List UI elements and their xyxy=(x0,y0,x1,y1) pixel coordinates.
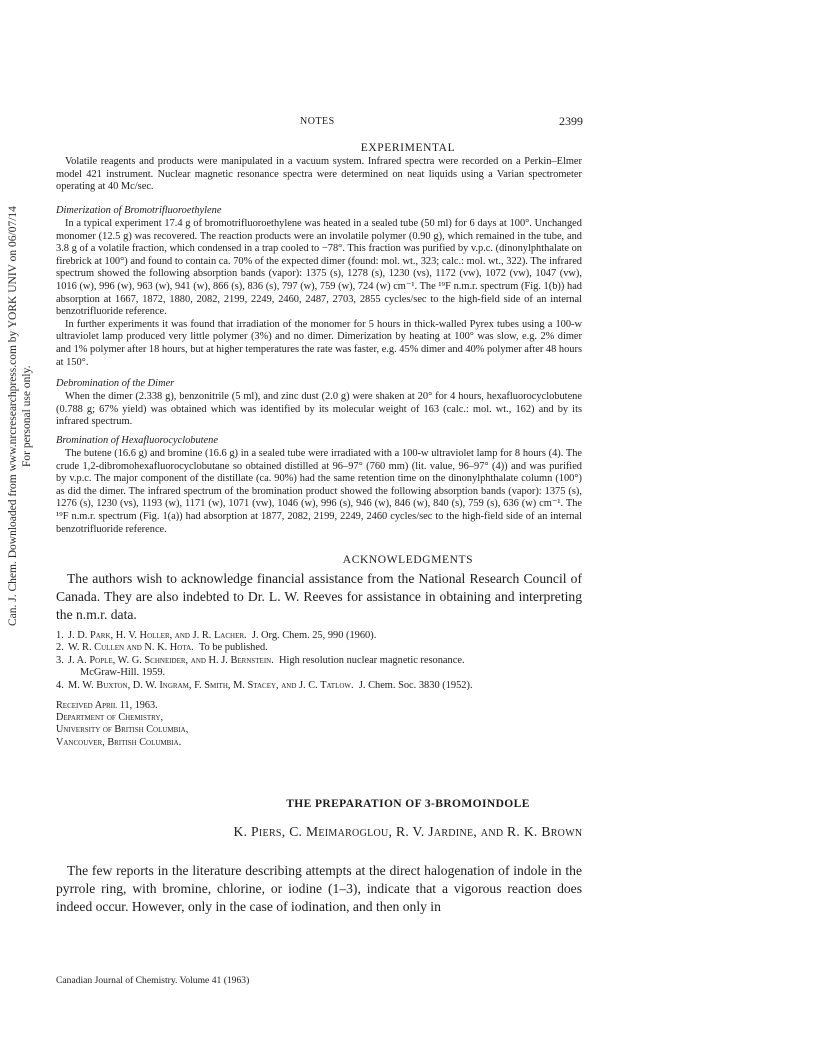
journal-footer: Canadian Journal of Chemistry. Volume 41 (1963) xyxy=(56,975,250,986)
reference-item: 4. M. W. Buxton, D. W. Ingram, F. Smith, M. Stacey, and J. C. Tatlow. J. Chem. Soc. 3830 (1952). xyxy=(56,679,473,691)
reference-source: To be published. xyxy=(198,642,268,654)
dimerization-paragraph-2: In further experiments it was found that irradiation of the monomer for 5 hours in thick-walled Pyrex tubes using a 100-w ultraviolet lamp produced very little polymer (3%) and no dimer. Dimerization by heating at 100° was slow, e.g. 2% dimer and 1% polymer after 18 hours, but at higher temperatures the rate was faster, e.g. 45% dimer and 40% polymer after 48 hours at 150°. xyxy=(56,318,582,368)
experimental-heading: EXPERIMENTAL xyxy=(360,142,456,154)
reference-authors: J. A. Pople, W. G. Schneider, and H. J. Bernstein. xyxy=(68,654,274,666)
experimental-intro xyxy=(56,156,582,194)
dimerization-section xyxy=(56,218,582,369)
dimerization-paragraph-1: In a typical experiment 17.4 g of bromotrifluoroethylene was heated in a sealed tube (50 ml) for 6 days at 100°. Unchanged monomer (12.5 g) was recovered. The reaction products were an involatile polymer (0.90 g), which remained in the tube, and 3.8 g of a volatile fraction, which condensed in a trap cooled to −78°. This fraction was purified by v.p.c. (dinonylphthalate on firebrick at 100°) and found to contain ca. 70% of the expected dimer (found: mol. wt., 323; calc.: mol. wt., 322). The infrared spectrum showed the following absorption bands (vapor): 1375 (s), 1278 (s), 1230 (vs), 1172 (vw), 1072 (vw), 1047 (vw), 1016 (w), 996 (w), 963 (w), 941 (w), 866 (s), 836 (s), 797 (w), 759 (w), 724 (w) cm⁻¹. The ¹⁹F n.m.r. spectrum (Fig. 1(b)) had absorption at 1667, 1872, 1880, 2082, 2199, 2249, 2460, 2487, 2703, 2855 cycles/sec to the high-field side of an internal benzotrifluoride reference. xyxy=(56,218,582,318)
acknowledgments-section xyxy=(56,570,582,624)
reference-source: J. Org. Chem. 25, 990 (1960). xyxy=(251,630,377,641)
acknowledgments-paragraph: The authors wish to acknowledge financial assistance from the National Research Council of Canada. They are also indebted to Dr. L. W. Reeves for assistance in obtaining and interpreting the n.m.r. data. xyxy=(56,571,582,622)
page-number: 2399 xyxy=(559,114,583,128)
debromination-subheading: Debromination of the Dimer xyxy=(56,378,175,389)
download-watermark xyxy=(6,146,40,686)
reference-item: 2. W. R. Cullen and N. K. Hota. To be published. xyxy=(56,642,268,654)
reference-item: 3. J. A. Pople, W. G. Schneider, and H. J. Bernstein. High resolution nuclear magnetic resonance. McGraw-Hill. 1959. xyxy=(56,654,465,679)
reference-item: 1. J. D. Park, H. V. Holler, and J. R. Lacher. J. Org. Chem. 25, 990 (1960). xyxy=(56,630,377,641)
reference-list xyxy=(56,630,586,692)
reference-authors: W. R. Cullen and N. K. Hota. xyxy=(68,642,194,654)
reference-authors: M. W. Buxton, D. W. Ingram, F. Smith, M. Stacey, and J. C. Tatlow. xyxy=(68,679,354,691)
address-city: Vancouver, British Columbia. xyxy=(56,736,182,748)
article-authors: K. Piers, C. Meimaroglou, R. V. Jardine, and R. K. Brown xyxy=(233,824,583,839)
dimerization-subheading: Dimerization of Bromotrifluoroethylene xyxy=(56,205,222,216)
debromination-section xyxy=(56,391,582,429)
address-university: University of British Columbia, xyxy=(56,724,189,736)
intro-paragraph: Volatile reagents and products were manipulated in a vacuum system. Infrared spectra were recorded on a Perkin–Elmer model 421 instrument. Nuclear magnetic resonance spectra were determined on neat liquids using a Varian spectrometer operating at 40 Mc/sec. xyxy=(56,156,582,193)
watermark-line-1: Can. J. Chem. Downloaded from www.nrcresearchpress.com by YORK UNIV on 06/07/14 xyxy=(7,206,19,626)
bromination-section xyxy=(56,448,582,536)
running-title: NOTES xyxy=(300,116,335,127)
debromination-paragraph: When the dimer (2.338 g), benzonitrile (5 ml), and zinc dust (2.0 g) were shaken at 20° for 4 hours, hexafluorocyclobutene (0.788 g; 67% yield) was obtained which was identified by its molecular weight of 163 (calc.: mol. wt., 162) and by its infrared spectrum. xyxy=(56,391,582,428)
bromination-subheading: Bromination of Hexafluorocyclobutene xyxy=(56,435,218,446)
watermark-line-2: For personal use only. xyxy=(21,365,33,467)
reference-authors: J. D. Park, H. V. Holler, and J. R. Lacher. xyxy=(68,630,247,641)
reference-continuation: McGraw-Hill. 1959. xyxy=(80,667,166,679)
reference-source: J. Chem. Soc. 3830 (1952). xyxy=(358,679,473,691)
article-opening-paragraph: The few reports in the literature describing attempts at the direct halogenation of indole in the pyrrole ring, with bromine, chlorine, or iodine (1–3), indicate that a vigorous reaction does indeed occur. However, only in the case of iodination, and then only in xyxy=(56,863,582,914)
received-date: Received April 11, 1963. xyxy=(56,700,158,711)
acknowledgments-heading: ACKNOWLEDGMENTS xyxy=(342,554,474,566)
bromination-paragraph: The butene (16.6 g) and bromine (16.6 g) in a sealed tube were irradiated with a 100-w ultraviolet lamp for 8 hours (4). The crude 1,2-dibromohexafluorocyclobutane so obtained distilled at 96–97° (760 mm) (lit. value, 96–97° (4)) and was purified by v.p.c. The major component of the distillate (ca. 90%) had the same retention time on the dinonylphthalate column (100°) as did the dimer. The infrared spectrum of the bromination product showed the following absorption bands (vapor): 1375 (s), 1276 (s), 1230 (vs), 1193 (w), 1171 (w), 1071 (vw), 1046 (w), 996 (s), 946 (w), 846 (w), 840 (s), 759 (s), 636 (w) cm⁻¹. The ¹⁹F n.m.r. spectrum (Fig. 1(a)) had absorption at 1877, 2082, 2199, 2249, 2460 cycles/sec to the high-field side of an internal benzotrifluoride reference. xyxy=(56,448,582,535)
address-department: Department of Chemistry, xyxy=(56,712,164,724)
reference-source: High resolution nuclear magnetic resonance. xyxy=(279,654,465,666)
received-block xyxy=(56,700,188,749)
article-body xyxy=(56,862,582,916)
article-title: THE PREPARATION OF 3-BROMOINDOLE xyxy=(286,798,530,810)
